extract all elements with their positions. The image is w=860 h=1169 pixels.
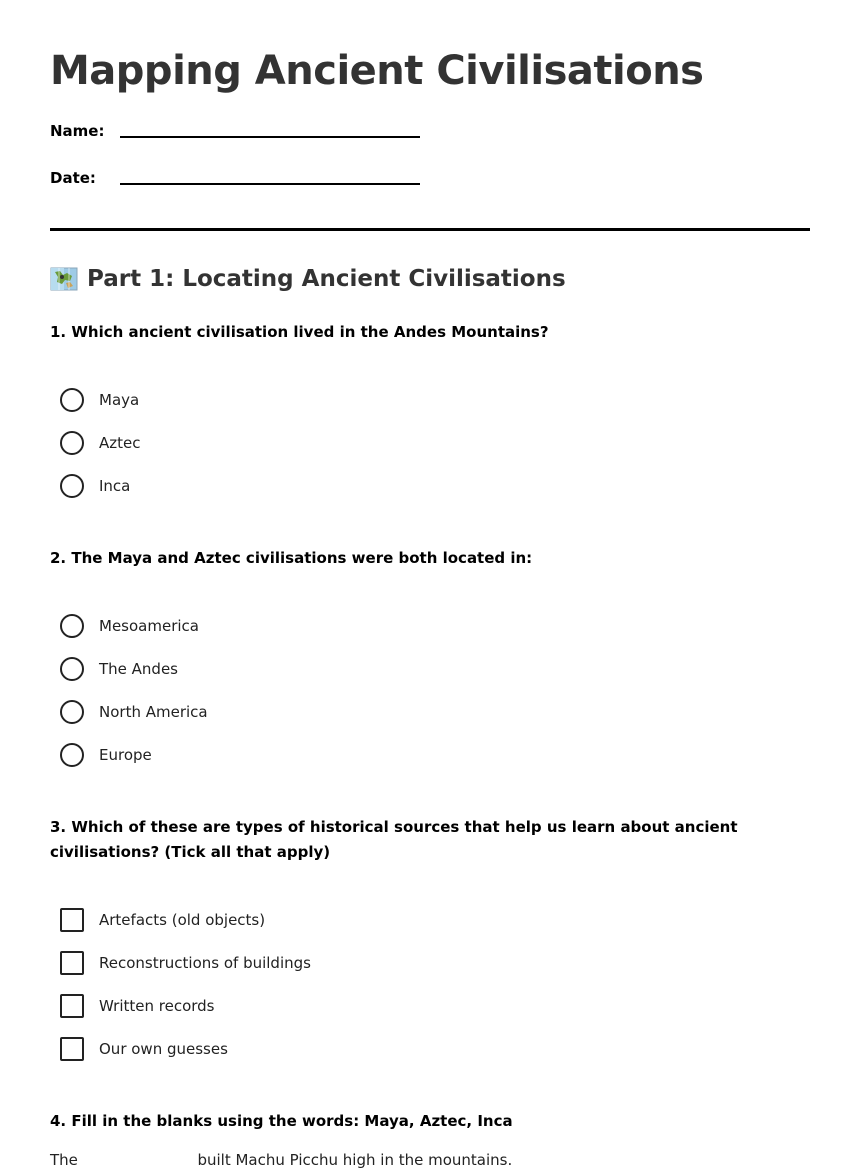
- date-field: [50, 169, 430, 199]
- checkbox[interactable]: [60, 1037, 84, 1061]
- radio-button[interactable]: [60, 474, 84, 498]
- option-label: Inca: [99, 477, 131, 495]
- checkbox[interactable]: [60, 994, 84, 1018]
- q1-option-aztec[interactable]: [60, 430, 141, 456]
- question-2: 2. The Maya and Aztec civilisations were both located in:: [50, 549, 533, 567]
- radio-button[interactable]: [60, 743, 84, 767]
- map-icon: [50, 267, 78, 291]
- section-title: [50, 266, 566, 292]
- option-label: Artefacts (old objects): [99, 911, 266, 929]
- q2-option-europe[interactable]: [60, 742, 152, 768]
- question-1: 1. Which ancient civilisation lived in the Andes Mountains?: [50, 323, 549, 341]
- question-4: 4. Fill in the blanks using the words: Maya, Aztec, Inca: [50, 1112, 513, 1130]
- radio-button[interactable]: [60, 614, 84, 638]
- name-field: [50, 122, 430, 152]
- q1-option-inca[interactable]: [60, 473, 130, 499]
- checkbox[interactable]: [60, 951, 84, 975]
- section-title-text: Part 1: Locating Ancient Civilisations: [87, 266, 566, 292]
- option-label: North America: [99, 703, 208, 721]
- q3-option-written-records[interactable]: [60, 993, 215, 1019]
- radio-button[interactable]: [60, 657, 84, 681]
- date-input-line[interactable]: [120, 183, 420, 185]
- option-label: Aztec: [99, 434, 141, 452]
- option-label: Mesoamerica: [99, 617, 199, 635]
- radio-button[interactable]: [60, 700, 84, 724]
- fill-after: built Machu Picchu high in the mountains.: [197, 1151, 513, 1169]
- q2-option-the-andes[interactable]: [60, 656, 178, 682]
- radio-button[interactable]: [60, 388, 84, 412]
- fill-sentence-1: [50, 1151, 512, 1169]
- q3-option-artefacts[interactable]: [60, 907, 265, 933]
- q2-option-north-america[interactable]: [60, 699, 208, 725]
- q3-option-reconstructions[interactable]: [60, 950, 311, 976]
- name-input-line[interactable]: [120, 136, 420, 138]
- option-label: Written records: [99, 997, 215, 1015]
- name-label: Name:: [50, 122, 105, 140]
- header-divider: [50, 228, 810, 231]
- option-label: Europe: [99, 746, 152, 764]
- q1-option-maya[interactable]: [60, 387, 139, 413]
- radio-button[interactable]: [60, 431, 84, 455]
- page-title: Mapping Ancient Civilisations: [50, 48, 704, 94]
- q2-option-mesoamerica[interactable]: [60, 613, 199, 639]
- option-label: Reconstructions of buildings: [99, 954, 311, 972]
- q3-option-own-guesses[interactable]: [60, 1036, 228, 1062]
- option-label: Maya: [99, 391, 140, 409]
- date-label: Date:: [50, 169, 96, 187]
- fill-before: The: [50, 1151, 78, 1169]
- question-3: 3. Which of these are types of historical sources that help us learn about ancient civilisations? (Tick all that apply): [50, 818, 738, 861]
- option-label: The Andes: [99, 660, 178, 678]
- option-label: Our own guesses: [99, 1040, 228, 1058]
- checkbox[interactable]: [60, 908, 84, 932]
